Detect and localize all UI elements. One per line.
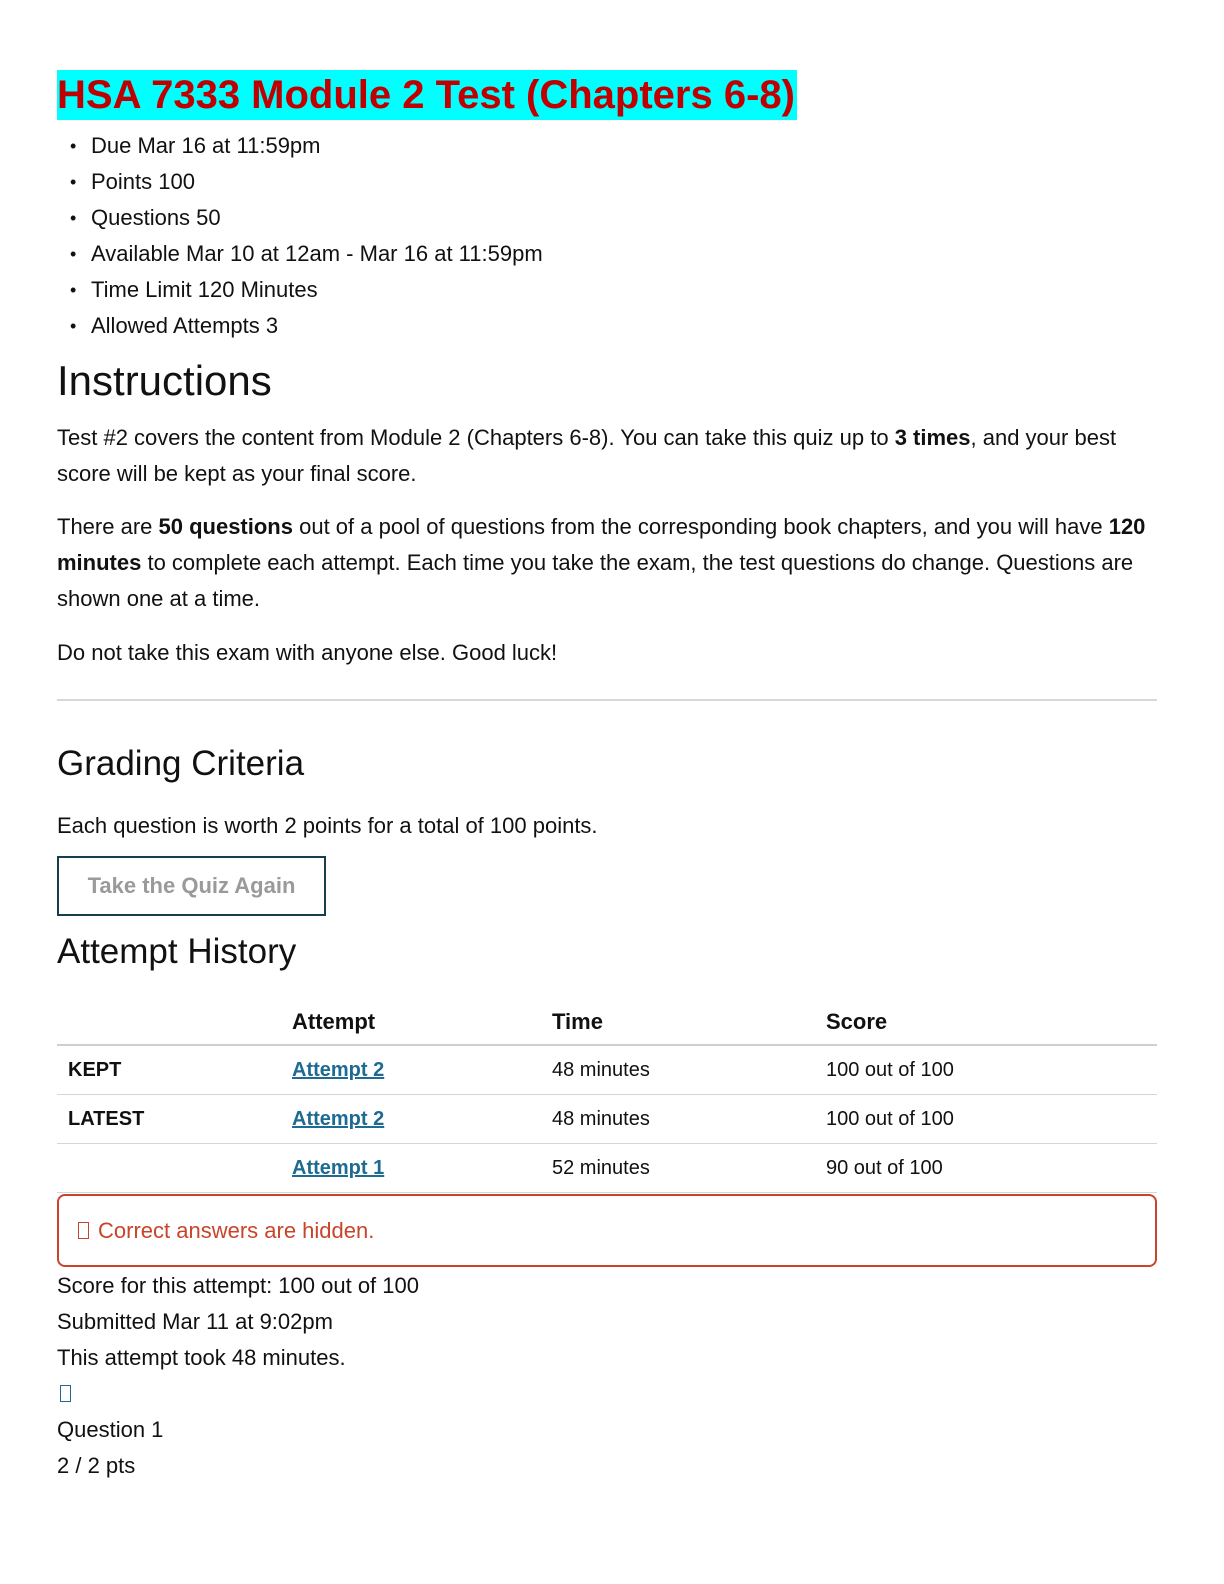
text-run: , and your best score will be kept as your final score. xyxy=(57,425,1117,486)
text-run: There are xyxy=(57,514,159,539)
page-title: HSA 7333 Module 2 Test (Chapters 6-8) xyxy=(57,70,797,120)
bullet-icon: • xyxy=(70,172,77,192)
time-cell: 48 minutes xyxy=(552,1095,826,1144)
detail-text: Time Limit 120 Minutes xyxy=(91,277,318,302)
attempt-history-heading: Attempt History xyxy=(57,932,297,971)
question-points: 2 / 2 pts xyxy=(57,1453,136,1478)
time-cell: 48 minutes xyxy=(552,1045,826,1095)
column-header-time: Time xyxy=(552,1000,826,1045)
flag-icon xyxy=(60,1385,71,1402)
bullet-icon: • xyxy=(70,136,77,156)
table-row xyxy=(57,1095,1157,1144)
detail-allowed-attempts xyxy=(57,308,1157,344)
column-header-score: Score xyxy=(826,1000,1157,1045)
bullet-icon: • xyxy=(70,208,77,228)
instructions-paragraph-1 xyxy=(57,420,1157,492)
attempt-duration: This attempt took 48 minutes. xyxy=(57,1345,346,1370)
question-flag[interactable] xyxy=(57,1376,1157,1412)
text-run-bold: 120 minutes xyxy=(57,514,1146,575)
attempt-link[interactable]: Attempt 2 xyxy=(292,1107,385,1130)
correct-answers-hidden-alert xyxy=(57,1194,1157,1267)
bullet-icon: • xyxy=(70,316,77,336)
warning-icon xyxy=(78,1222,89,1239)
detail-text: Available Mar 10 at 12am - Mar 16 at 11:59pm xyxy=(91,241,543,266)
table-row xyxy=(57,1144,1157,1193)
attempt-score: Score for this attempt: 100 out of 100 xyxy=(57,1273,419,1298)
row-label: KEPT xyxy=(57,1045,292,1095)
time-cell: 52 minutes xyxy=(552,1144,826,1193)
attempt-link[interactable]: Attempt 2 xyxy=(292,1058,385,1081)
quiz-page xyxy=(57,70,1157,1484)
alert-text: Correct answers are hidden. xyxy=(98,1218,375,1243)
table-header-row xyxy=(57,1000,1157,1045)
detail-available xyxy=(57,236,1157,272)
attempt-cell xyxy=(292,1095,552,1144)
text-run: Test #2 covers the content from Module 2 (Chapters 6-8). You can take this quiz up to xyxy=(57,425,895,450)
score-cell: 100 out of 100 xyxy=(826,1095,1157,1144)
detail-points xyxy=(57,164,1157,200)
detail-text: Questions 50 xyxy=(91,205,221,230)
text-run-bold: 50 questions xyxy=(158,514,293,539)
divider xyxy=(57,699,1157,701)
instructions-paragraph-2 xyxy=(57,509,1157,617)
instructions-heading: Instructions xyxy=(57,357,272,404)
detail-questions xyxy=(57,200,1157,236)
score-cell: 90 out of 100 xyxy=(826,1144,1157,1193)
text-run: out of a pool of questions from the corresponding book chapters, and you will have xyxy=(292,514,1109,539)
attempt-link[interactable]: Attempt 1 xyxy=(292,1156,385,1179)
detail-text: Due Mar 16 at 11:59pm xyxy=(91,133,321,158)
detail-due xyxy=(57,128,1157,164)
score-cell: 100 out of 100 xyxy=(826,1045,1157,1095)
attempt-submitted: Submitted Mar 11 at 9:02pm xyxy=(57,1309,333,1334)
text-run: to complete each attempt. Each time you take the exam, the test questions do change. Questions are shown one at a time. xyxy=(57,550,1134,611)
text-run-bold: 3 times xyxy=(894,425,971,450)
detail-time-limit xyxy=(57,272,1157,308)
attempt-cell xyxy=(292,1144,552,1193)
take-quiz-again-button[interactable]: Take the Quiz Again xyxy=(57,856,326,916)
column-header-label xyxy=(57,1000,292,1045)
grading-text: Each question is worth 2 points for a total of 100 points. xyxy=(57,813,598,838)
quiz-details-list xyxy=(57,128,1157,344)
retake-button-wrap xyxy=(57,856,1157,916)
instructions-paragraph-3: Do not take this exam with anyone else. Good luck! xyxy=(57,640,558,665)
detail-text: Allowed Attempts 3 xyxy=(91,313,279,338)
bullet-icon: • xyxy=(70,280,77,300)
bullet-icon: • xyxy=(70,244,77,264)
table-row xyxy=(57,1045,1157,1095)
grading-heading: Grading Criteria xyxy=(57,744,305,783)
column-header-attempt: Attempt xyxy=(292,1000,552,1045)
row-label: LATEST xyxy=(57,1095,292,1144)
question-title: Question 1 xyxy=(57,1417,164,1442)
attempt-cell xyxy=(292,1045,552,1095)
attempt-history-table xyxy=(57,1000,1157,1193)
row-label xyxy=(57,1144,292,1193)
detail-text: Points 100 xyxy=(91,169,195,194)
